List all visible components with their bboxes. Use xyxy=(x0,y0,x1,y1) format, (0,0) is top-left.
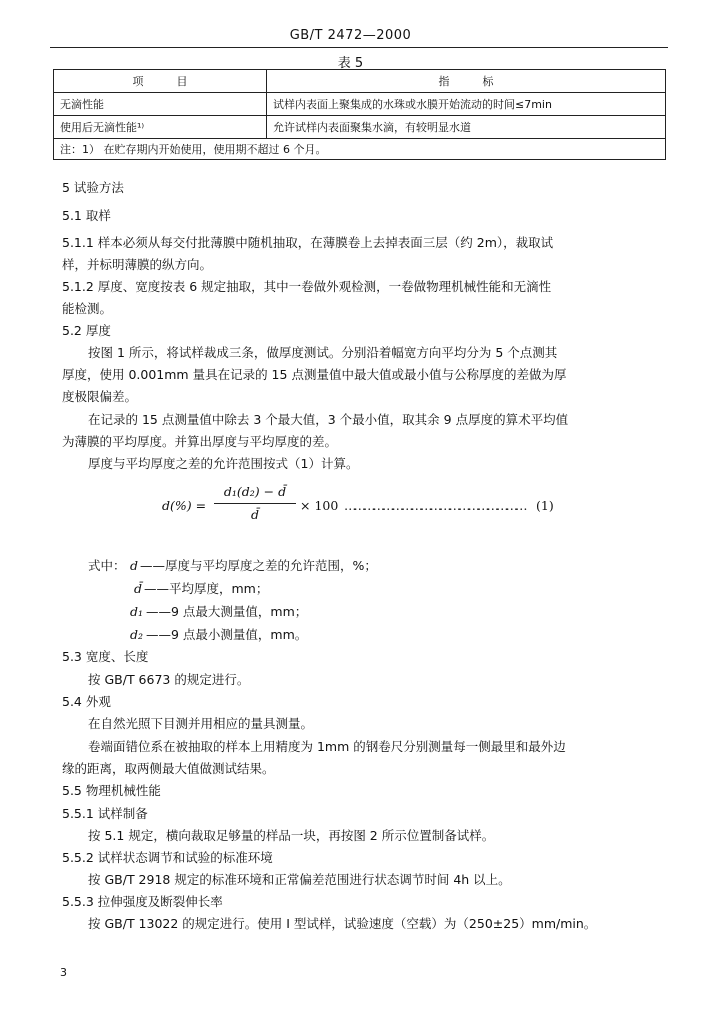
para-5-3: 按 GB/T 6673 的规定进行。 xyxy=(88,672,250,687)
section-5-5-3-heading: 5.5.3 拉伸强度及断裂伸长率 xyxy=(62,894,223,909)
para-5-2-line5: 为薄膜的平均厚度。并算出厚度与平均厚度的差。 xyxy=(62,434,338,449)
section-5-1-heading: 5.1 取样 xyxy=(62,208,111,223)
para-5-4-line1: 在自然光照下目测并用相应的量具测量。 xyxy=(88,716,314,731)
para-5-2-line6: 厚度与平均厚度之差的允许范围按式（1）计算。 xyxy=(88,456,359,471)
section-5-1-1-line1: 5.1.1 样本必须从每交付批薄膜中随机抽取，在薄膜卷上去掉表面三层（约 2m），裁取试 xyxy=(62,235,554,250)
formula-lhs: d(%) = xyxy=(162,498,207,513)
table-header-row xyxy=(54,70,666,93)
col-header-value: 指 标 xyxy=(267,70,666,93)
where-symbol: d xyxy=(130,558,139,573)
formula-fraction-bar xyxy=(214,503,296,504)
where-symbol: d̄ xyxy=(134,581,143,596)
where-symbol: d₂ xyxy=(130,627,144,642)
where-description: ——平均厚度，mm； xyxy=(144,581,269,596)
section-5-5-heading: 5.5 物理机械性能 xyxy=(62,783,161,798)
spec-table xyxy=(53,69,666,160)
para-5-4-line2: 卷端面错位系在被抽取的样本上用精度为 1mm 的钢卷尺分别测量每一侧最里和最外边 xyxy=(88,739,566,754)
row-value: 允许试样内表面聚集水滴，有较明显水道 xyxy=(267,116,666,139)
row-value: 试样内表面上聚集成的水珠或水膜开始流动的时间≤7min xyxy=(267,93,666,116)
where-symbol: d₁ xyxy=(130,604,144,619)
table-caption: 表 5 xyxy=(337,56,364,71)
table-note: 注：1） 在贮存期内开始使用，使用期不超过 6 个月。 xyxy=(54,139,666,160)
formula-tail: × 100 xyxy=(300,498,339,513)
table-row xyxy=(54,116,666,139)
formula-numerator: d₁(d₂) − d̄ xyxy=(223,484,287,499)
col-header-item: 项 目 xyxy=(54,70,267,93)
formula-number: (1) xyxy=(536,498,554,513)
section-5-4-heading: 5.4 外观 xyxy=(62,694,111,709)
row-item: 无滴性能 xyxy=(54,93,267,116)
formula-denominator: d̄ xyxy=(250,507,259,522)
table-note-row xyxy=(54,139,666,160)
formula-dots: ………………………………………………… xyxy=(344,498,525,513)
where-description: ——厚度与平均厚度之差的允许范围，%； xyxy=(140,558,377,573)
para-5-2-line3: 度极限偏差。 xyxy=(62,389,138,404)
para-5-2-line2: 厚度，使用 0.001mm 量具在记录的 15 点测量值中最大值或最小值与公称厚度的差做为厚 xyxy=(62,367,567,382)
section-5-1-2-line1: 5.1.2 厚度、宽度按表 6 规定抽取，其中一卷做外观检测，一卷做物理机械性能和无滴性 xyxy=(62,279,552,294)
page-number: 3 xyxy=(60,966,67,979)
table-row xyxy=(54,93,666,116)
row-item: 使用后无滴性能¹⁾ xyxy=(54,116,267,139)
para-5-4-line3: 缘的距离，取两侧最大值做测试结果。 xyxy=(62,761,275,776)
section-5-1-1-line2: 样，并标明薄膜的纵方向。 xyxy=(62,257,213,272)
where-label: 式中： xyxy=(88,558,126,573)
section-5-5-1-heading: 5.5.1 试样制备 xyxy=(62,806,148,821)
section-5-3-heading: 5.3 宽度、长度 xyxy=(62,649,149,664)
standard-code-header: GB/T 2472—2000 xyxy=(289,28,412,43)
header-rule xyxy=(50,47,668,48)
section-5-2-heading: 5.2 厚度 xyxy=(62,323,111,338)
para-5-5-1: 按 5.1 规定，横向裁取足够量的样品一块，再按图 2 所示位置制备试样。 xyxy=(88,828,495,843)
section-5-5-2-heading: 5.5.2 试样状态调节和试验的标准环境 xyxy=(62,850,273,865)
para-5-5-2: 按 GB/T 2918 规定的标准环境和正常偏差范围进行状态调节时间 4h 以上。 xyxy=(88,872,511,887)
para-5-2-line1: 按图 1 所示，将试样裁成三条，做厚度测试。分别沿着幅宽方向平均分为 5 个点测其 xyxy=(88,345,558,360)
section-5-heading: 5 试验方法 xyxy=(62,180,124,195)
where-description: ——9 点最大测量值，mm； xyxy=(146,604,308,619)
where-description: ——9 点最小测量值，mm。 xyxy=(146,627,308,642)
para-5-2-line4: 在记录的 15 点测量值中除去 3 个最大值，3 个最小值，取其余 9 点厚度的算术平均值 xyxy=(88,412,569,427)
para-5-5-3: 按 GB/T 13022 的规定进行。使用 I 型试样，试验速度（空载）为（250±25）mm/min。 xyxy=(88,916,597,931)
section-5-1-2-line2: 能检测。 xyxy=(62,301,113,316)
